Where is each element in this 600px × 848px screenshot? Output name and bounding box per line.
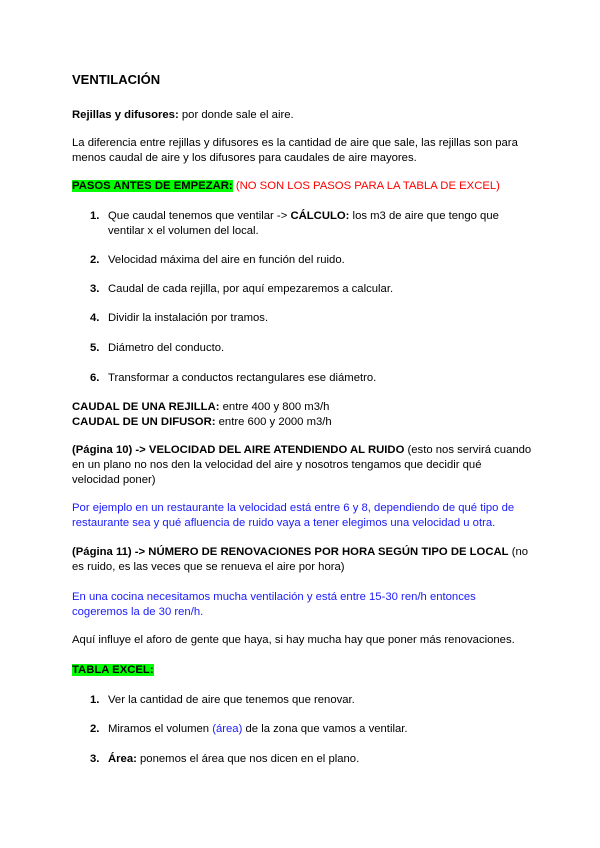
list-number: 1. (90, 210, 100, 222)
caudal-difusor-rest: entre 600 y 2000 m3/h (215, 416, 332, 428)
aforo-paragraph: Aquí influye el aforo de gente que haya, si hay mucha hay que poner más renovaciones. (72, 634, 515, 646)
list-text-pre: Que caudal tenemos que ventilar -> (108, 210, 291, 222)
list-text (108, 209, 508, 239)
list-text (108, 722, 508, 737)
list-text-blue: (área) (212, 723, 243, 735)
steps-heading-highlight: PASOS ANTES DE EMPEZAR: (72, 180, 233, 192)
list-text: Ver la cantidad de aire que tenemos que renovar. (108, 694, 355, 706)
list-number: 3. (90, 753, 100, 765)
tabla-heading (72, 663, 532, 678)
caudal-rejilla-rest: entre 400 y 800 m3/h (219, 401, 330, 413)
pagina11-rest: (no es ruido, es las veces que se renueva el aire por hora) (72, 546, 529, 573)
caudal-rejilla-line (72, 400, 532, 415)
intro-rest: por donde sale el aire. (178, 109, 294, 121)
pagina11-paragraph (72, 545, 532, 575)
pagina11-bold: (Página 11) -> NÚMERO DE RENOVACIONES POR HORA SEGÚN TIPO DE LOCAL (72, 546, 509, 558)
list-number: 3. (90, 283, 100, 295)
list-number: 5. (90, 342, 100, 354)
caudal-difusor-line (72, 415, 532, 430)
steps-heading-note: (NO SON LOS PASOS PARA LA TABLA DE EXCEL) (232, 180, 500, 192)
example-restaurant-paragraph: Por ejemplo en un restaurante la velocidad está entre 6 y 8, dependiendo de qué tipo de restaurante sea y qué afluencia de ruido vaya a tener elegimos una velocidad u otra. (72, 502, 515, 529)
pagina10-rest: (esto nos servirá cuando en un plano no nos den la velocidad del aire y nosotros tengamos que decidir qué velocidad poner) (72, 444, 532, 486)
list-text-bold: Área: (108, 753, 137, 765)
list-text-post: ponemos el área que nos dicen en el plano. (136, 753, 360, 765)
list-text-bold: CÁLCULO: (290, 210, 350, 222)
list-text-post: de la zona que vamos a ventilar. (242, 723, 408, 735)
pagina10-bold: (Página 10) -> VELOCIDAD DEL AIRE ATENDIENDO AL RUIDO (72, 444, 405, 456)
list-text-pre: Miramos el volumen (108, 723, 213, 735)
list-number: 2. (90, 723, 100, 735)
list-text (108, 752, 508, 767)
list-number: 6. (90, 372, 100, 384)
pagina10-paragraph (72, 443, 532, 488)
intro-paragraph (72, 108, 532, 123)
list-number: 2. (90, 254, 100, 266)
list-text: Transformar a conductos rectangulares ese diámetro. (108, 372, 377, 384)
page-title: VENTILACIÓN (72, 72, 161, 87)
difference-paragraph: La diferencia entre rejillas y difusores es la cantidad de aire que sale, las rejillas son para menos caudal de aire y los difusores para caudales de aire mayores. (72, 137, 518, 164)
caudal-difusor-bold: CAUDAL DE UN DIFUSOR: (72, 416, 216, 428)
list-text: Diámetro del conducto. (108, 342, 225, 354)
tabla-heading-highlight: TABLA EXCEL: (72, 664, 154, 676)
example-kitchen-paragraph: En una cocina necesitamos mucha ventilación y está entre 15-30 ren/h entonces cogeremos la de 30 ren/h. (72, 591, 476, 618)
list-number: 1. (90, 694, 100, 706)
list-number: 4. (90, 312, 100, 324)
steps-heading (72, 179, 532, 194)
list-text: Velocidad máxima del aire en función del ruido. (108, 254, 345, 266)
intro-bold: Rejillas y difusores: (72, 109, 179, 121)
list-text-post: los m3 de aire que tengo que ventilar x el volumen del local. (108, 210, 499, 237)
list-text: Dividir la instalación por tramos. (108, 312, 269, 324)
caudal-rejilla-bold: CAUDAL DE UNA REJILLA: (72, 401, 220, 413)
list-text: Caudal de cada rejilla, por aquí empezaremos a calcular. (108, 283, 394, 295)
